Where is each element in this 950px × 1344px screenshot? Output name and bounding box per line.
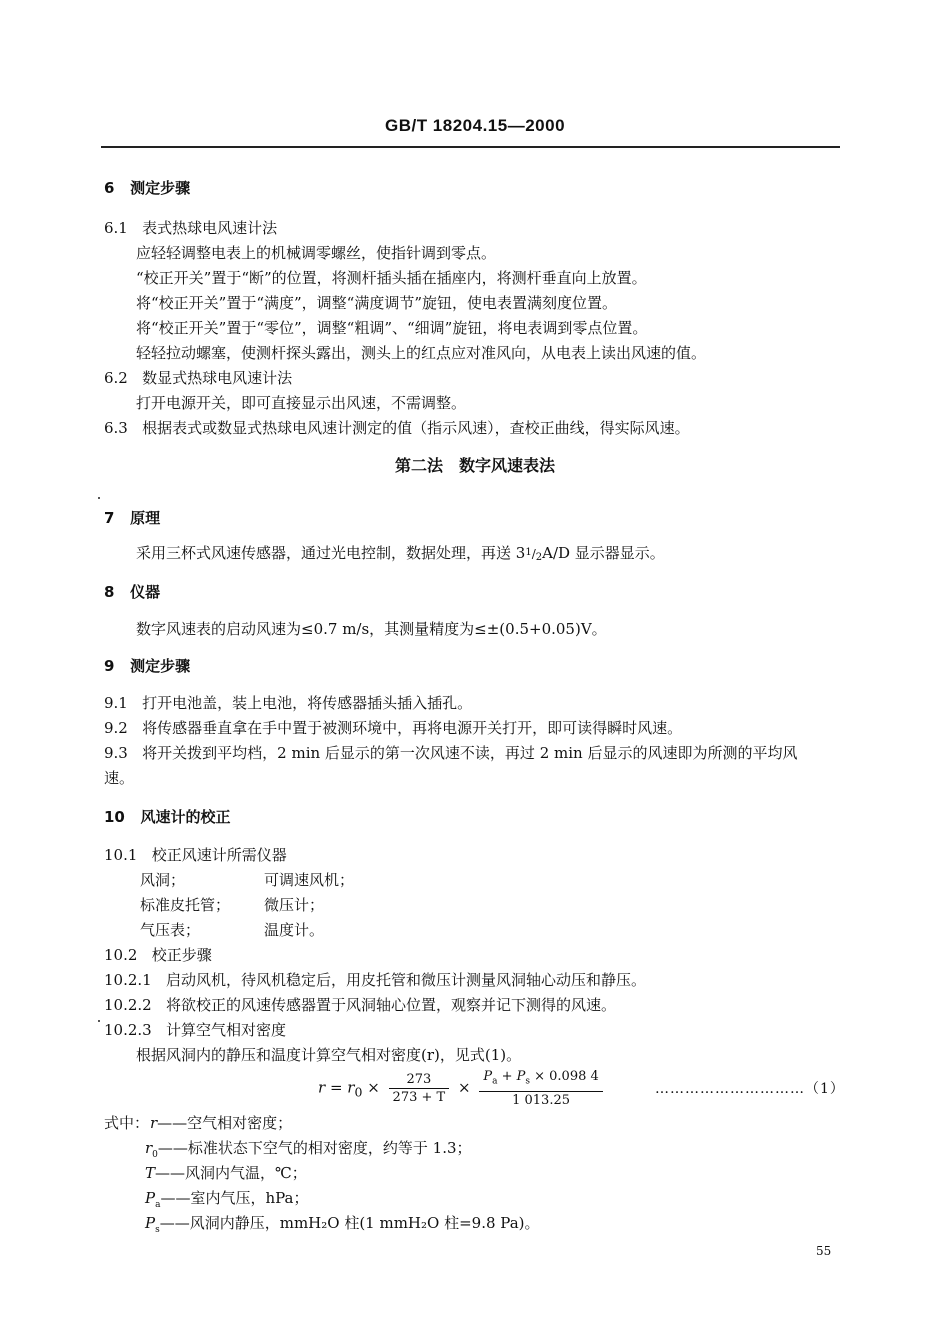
subsection-number: 10.2.2 bbox=[104, 996, 152, 1014]
subsection-number: 9.1 bbox=[104, 694, 128, 712]
subsection-10-1 bbox=[104, 845, 287, 865]
coefficient: × 0.098 4 bbox=[530, 1069, 599, 1084]
where-item-pa bbox=[145, 1188, 309, 1215]
subsection-6-2 bbox=[104, 368, 292, 388]
instrument-item: 标准皮托管； bbox=[140, 896, 231, 914]
section-title: 仪器 bbox=[130, 583, 161, 601]
paragraph: 轻轻拉动螺塞，使测杆探头露出，测头上的红点应对准风向，从电表上读出风速的值。 bbox=[136, 344, 707, 362]
scan-speck bbox=[98, 497, 100, 499]
subsection-title: 计算空气相对密度 bbox=[166, 1021, 287, 1039]
section-number: 10 bbox=[104, 808, 125, 826]
subsection-number: 6.2 bbox=[104, 369, 128, 387]
fraction-numerator bbox=[479, 1068, 602, 1092]
instrument-item: 温度计。 bbox=[264, 921, 325, 939]
scan-speck bbox=[98, 1020, 100, 1022]
fraction-denominator: 2 bbox=[535, 552, 543, 563]
equation-number: …………………………（1） bbox=[655, 1081, 845, 1097]
instrument-item: 气压表； bbox=[140, 921, 201, 939]
subsection-9-3 bbox=[104, 743, 797, 763]
subsection-9-2 bbox=[104, 718, 682, 738]
symbol: P bbox=[145, 1214, 156, 1232]
symbol-p: P bbox=[483, 1069, 493, 1084]
symbol: T bbox=[145, 1164, 156, 1182]
paragraph: 启动风机，待风机稳定后，用皮托管和微压计测量风洞轴心动压和静压。 bbox=[166, 971, 647, 989]
subsection-number: 9.3 bbox=[104, 744, 128, 762]
paragraph-text: A/D 显示器显示。 bbox=[542, 544, 665, 562]
paragraph: 将“校正开关”置于“零位”，调整“粗调”、“细调”旋钮，将电表调到零点位置。 bbox=[136, 319, 648, 337]
page-number: 55 bbox=[816, 1244, 832, 1258]
subsection-title: 校正风速计所需仪器 bbox=[151, 846, 287, 864]
subsection-number: 10.2.1 bbox=[104, 971, 152, 989]
subsection-9-1 bbox=[104, 693, 472, 713]
where-item-r bbox=[150, 1113, 292, 1138]
subsection-number: 10.2.3 bbox=[104, 1021, 152, 1039]
section-8-heading bbox=[104, 582, 160, 602]
paragraph: 根据表式或数显式热球电风速计测定的值（指示风速），查校正曲线，得实际风速。 bbox=[142, 419, 690, 437]
paragraph: 打开电源开关，即可直接显示出风速，不需调整。 bbox=[136, 394, 467, 412]
subsection-10-2-3 bbox=[104, 1020, 286, 1040]
section-6-heading bbox=[104, 178, 190, 198]
paragraph: 应轻轻调整电表上的机械调零螺丝，使指针调到零点。 bbox=[136, 244, 497, 262]
definition: ——空气相对密度； bbox=[157, 1114, 293, 1132]
subscript: s bbox=[155, 1225, 160, 1235]
subsection-number: 9.2 bbox=[104, 719, 128, 737]
subsection-10-2-1 bbox=[104, 970, 646, 990]
paragraph: 将欲校正的风速传感器置于风洞轴心位置，观察并记下测得的风速。 bbox=[166, 996, 617, 1014]
section-7-heading bbox=[104, 508, 160, 528]
section-9-heading bbox=[104, 656, 190, 676]
section-number: 9 bbox=[104, 657, 115, 675]
paragraph: 根据风洞内的静压和温度计算空气相对密度(r)，见式(1)。 bbox=[136, 1046, 522, 1064]
subsection-number: 6.1 bbox=[104, 219, 128, 237]
standard-header: GB/T 18204.15—2000 bbox=[384, 116, 566, 135]
method-2-title: 第二法 数字风速表法 bbox=[394, 456, 555, 475]
definition: ——风洞内静压，mmH₂O 柱(1 mmH₂O 柱=9.8 Pa)。 bbox=[159, 1214, 540, 1232]
subsection-10-2-2 bbox=[104, 995, 616, 1015]
subsection-6-3 bbox=[104, 418, 690, 438]
section-10-heading bbox=[104, 807, 231, 827]
paragraph: 打开电池盖，装上电池，将传感器插头插入插孔。 bbox=[142, 694, 473, 712]
paragraph: 将开关拨到平均档，2 min 后显示的第一次风速不读，再过 2 min 后显示的风速即为所测的平均风 bbox=[142, 744, 798, 762]
definition: ——室内气压，hPa； bbox=[160, 1189, 309, 1207]
subsection-number: 10.1 bbox=[104, 846, 138, 864]
section-title: 测定步骤 bbox=[130, 179, 191, 197]
paragraph-continuation: 速。 bbox=[104, 769, 135, 787]
subsection-6-1 bbox=[104, 218, 277, 238]
subsection-title: 表式热球电风速计法 bbox=[142, 219, 278, 237]
symbol: r bbox=[150, 1114, 158, 1132]
fraction-denominator: 1 013.25 bbox=[512, 1092, 570, 1108]
subscript: s bbox=[525, 1076, 530, 1087]
subscript: 0 bbox=[152, 1150, 158, 1160]
fraction-denominator: 273 + T bbox=[392, 1089, 446, 1105]
fraction-pressure bbox=[479, 1068, 602, 1109]
definition: ——风洞内气温，℃； bbox=[155, 1164, 307, 1182]
symbol: P bbox=[145, 1189, 156, 1207]
section-number: 7 bbox=[104, 509, 115, 527]
section-title: 原理 bbox=[130, 509, 161, 527]
section-number: 8 bbox=[104, 583, 115, 601]
paragraph: 将“校正开关”置于“满度”，调整“满度调节”旋钮，使电表置满刻度位置。 bbox=[136, 294, 618, 312]
instrument-item: 可调速风机； bbox=[264, 871, 355, 889]
formula-subscript: 0 bbox=[354, 1084, 363, 1100]
fraction-numerator: 1 bbox=[525, 547, 532, 558]
paragraph: 数字风速表的启动风速为≤0.7 m/s，其测量精度为≤±(0.5+0.05)V。 bbox=[136, 620, 607, 638]
where-item-ps bbox=[145, 1213, 540, 1240]
paragraph: 将传感器垂直拿在手中置于被测环境中，再将电源开关打开，即可读得瞬时风速。 bbox=[142, 719, 683, 737]
where-item-t bbox=[145, 1163, 307, 1188]
subscript: a bbox=[155, 1200, 161, 1210]
times-sign: × bbox=[457, 1078, 471, 1097]
symbol: r bbox=[145, 1139, 153, 1157]
header-rule bbox=[101, 146, 840, 148]
subsection-title: 校正步骤 bbox=[151, 946, 212, 964]
definition: ——标准状态下空气的相对密度，约等于 1.3； bbox=[157, 1139, 472, 1157]
air-density-formula bbox=[318, 1068, 607, 1109]
subsection-10-2 bbox=[104, 945, 212, 965]
times-sign: × bbox=[367, 1078, 380, 1097]
subsection-number: 10.2 bbox=[104, 946, 138, 964]
fraction-numerator: 273 bbox=[389, 1071, 450, 1089]
instrument-item: 风洞； bbox=[140, 871, 186, 889]
symbol-p: + P bbox=[497, 1069, 526, 1084]
subsection-number: 6.3 bbox=[104, 419, 128, 437]
formula-lhs: r = r bbox=[318, 1078, 355, 1097]
section-number: 6 bbox=[104, 179, 115, 197]
fraction-temperature bbox=[389, 1071, 450, 1106]
paragraph: “校正开关”置于“断”的位置，将测杆插头插在插座内，将测杆垂直向上放置。 bbox=[136, 269, 647, 287]
where-intro: 式中： bbox=[104, 1114, 150, 1132]
subscript: a bbox=[492, 1076, 498, 1087]
subsection-title: 数显式热球电风速计法 bbox=[142, 369, 293, 387]
section-title: 风速计的校正 bbox=[140, 808, 231, 826]
instrument-item: 微压计； bbox=[264, 896, 325, 914]
where-item-r0 bbox=[145, 1138, 472, 1165]
section-title: 测定步骤 bbox=[130, 657, 191, 675]
paragraph-text: 采用三杯式风速传感器，通过光电控制，数据处理，再送 3 bbox=[136, 544, 526, 562]
principle-paragraph: 采用三杯式风速传感器，通过光电控制，数据处理，再送 $3^1/2A/D$ 显示器显示。 bbox=[136, 544, 665, 563]
